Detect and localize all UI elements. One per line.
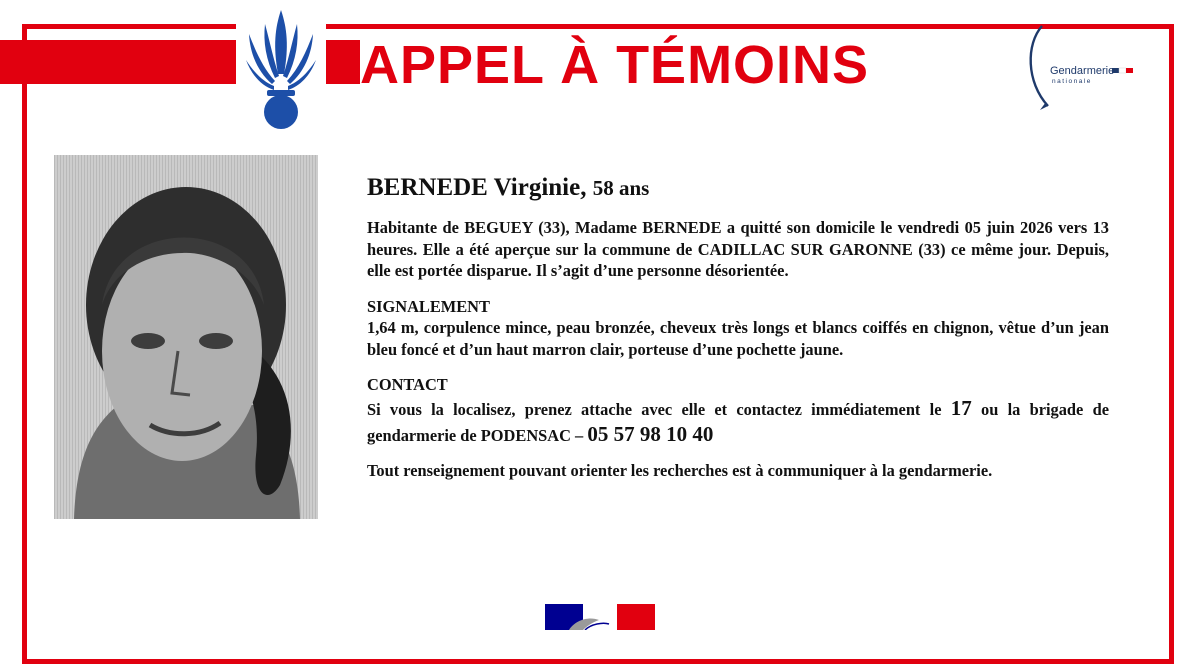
header-red-band-edge: [330, 40, 360, 84]
brand-name: Gendarmerie: [1050, 65, 1115, 77]
grenade-emblem-icon: [236, 4, 326, 132]
contact-heading: CONTACT: [367, 375, 448, 394]
person-age: 58 ans: [592, 176, 650, 200]
contact-text-after: ou la brigade de gendarmerie de PODENSAC –: [367, 399, 1109, 445]
person-name: BERNEDE Virginie,: [367, 174, 587, 201]
marianne-logo-icon: [545, 604, 655, 630]
portrait-illustration: [54, 155, 318, 519]
intro-paragraph: Habitante de BEGUEY (33), Madame BERNEDE a quitté son domicile le vendredi 05 juin 2026 vers 13 heures. Elle a été aperçue sur la commune de CADILLAC SUR GARONNE (33) ce même jour. Depuis, elle est portée disparue. Il s’agit d’une personne désorientée.: [367, 218, 1109, 280]
contact-text: [367, 396, 1109, 448]
contact-text-before: Si vous la localisez, prenez attache avec elle et contactez immédiatement le: [367, 399, 951, 419]
person-header: [367, 172, 1109, 204]
emergency-number: 17: [950, 395, 972, 420]
signalement-text: 1,64 m, corpulence mince, peau bronzée, cheveux très longs et blancs coiffés en chignon, vêtue d’un jean bleu foncé et d’un haut marron clair, porteuse d’une pochette jaune.: [367, 318, 1109, 359]
brand-subtitle: nationale: [1052, 78, 1092, 85]
missing-person-photo: [54, 155, 318, 519]
page-title: APPEL À TÉMOINS: [360, 35, 870, 95]
footer-note: Tout renseignement pouvant orienter les recherches est à communiquer à la gendarmerie.: [367, 460, 993, 480]
phone-number: 05 57 98 10 40: [587, 421, 714, 446]
notice-body: [367, 172, 1109, 481]
signalement-heading: SIGNALEMENT: [367, 296, 490, 316]
